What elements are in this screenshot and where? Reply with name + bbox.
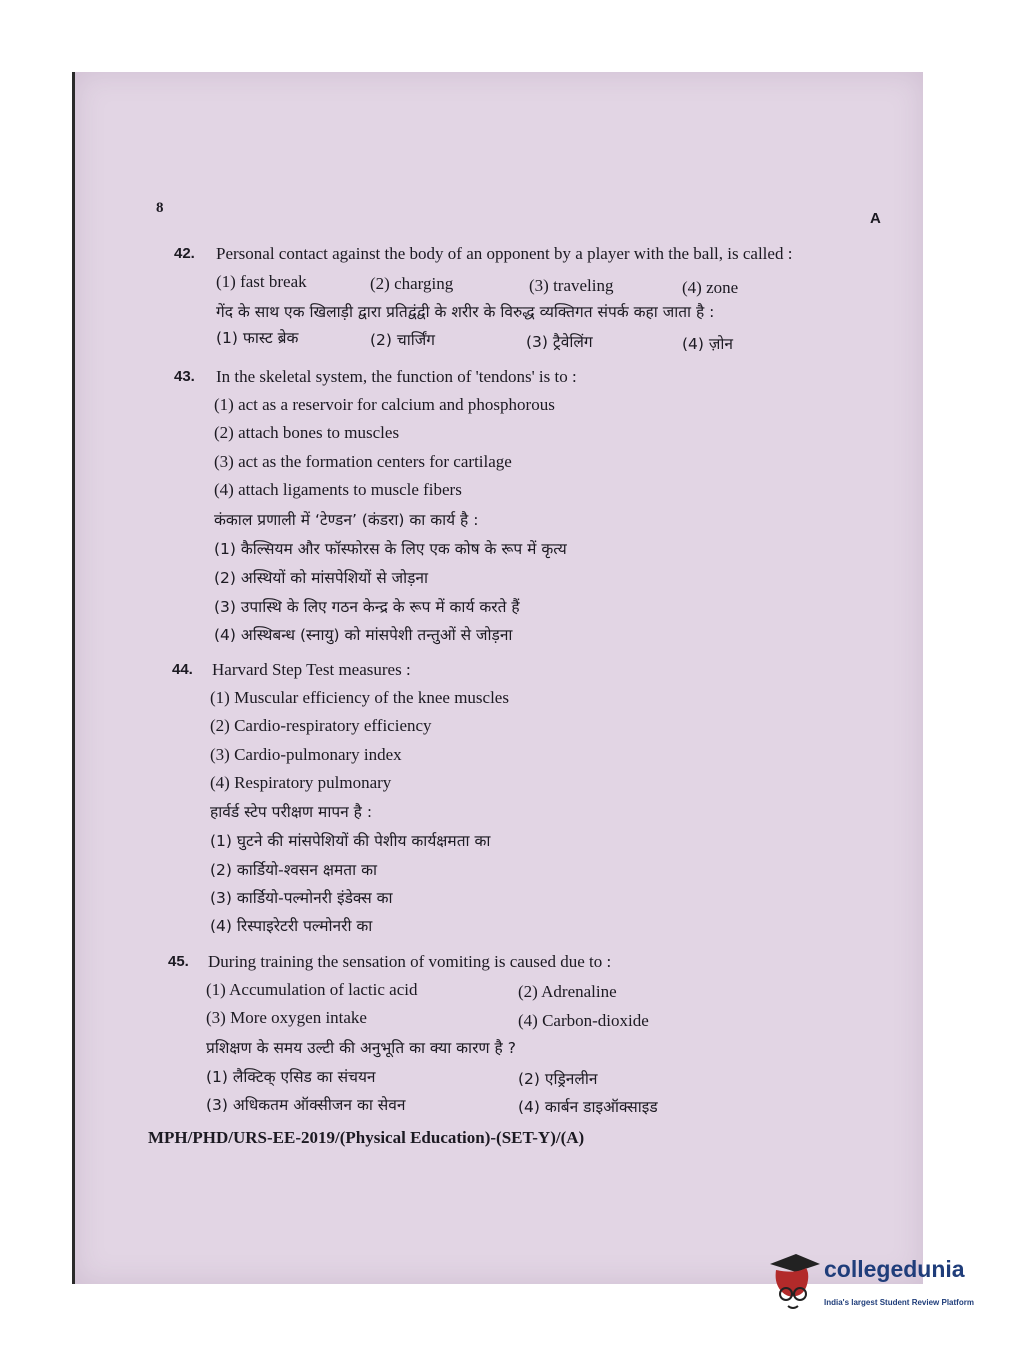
option-en: (2) Cardio-respiratory efficiency: [210, 716, 432, 735]
option-hi: (4) कार्बन डाइऑक्साइड: [518, 1098, 658, 1116]
option-hi: (2) चार्जिंग: [370, 331, 435, 349]
option-hi: (4) अस्थिबन्ध (स्नायु) को मांसपेशी तन्तुओं से जोड़ना: [214, 626, 513, 644]
logo-tagline: India's largest Student Review Platform: [824, 1298, 974, 1307]
question-stem-en: Harvard Step Test measures :: [212, 660, 411, 679]
option-en: (2) Adrenaline: [518, 982, 617, 1001]
question-stem-hi: प्रशिक्षण के समय उल्टी की अनुभूति का क्या कारण है ?: [206, 1039, 516, 1057]
question-44: [172, 656, 872, 941]
question-number: 42.: [174, 245, 195, 262]
collegedunia-logo: [766, 1250, 998, 1320]
question-stem-hi: कंकाल प्रणाली में ‘टेण्डन’ (कंडरा) का कार्य है :: [214, 511, 479, 529]
question-stem-hi: गेंद के साथ एक खिलाड़ी द्वारा प्रतिद्वंद्वी के शरीर के विरुद्ध व्यक्तिगत संपर्क कहा जाता है :: [216, 303, 715, 321]
option-en: (1) Muscular efficiency of the knee muscles: [210, 688, 509, 707]
logo-brand-text: collegedunia: [824, 1256, 965, 1282]
option-en: (2) charging: [370, 274, 454, 293]
option-hi: (1) घुटने की मांसपेशियों की पेशीय कार्यक्षमता का: [210, 832, 491, 850]
option-hi: (2) अस्थियों को मांसपेशियों से जोड़ना: [214, 569, 429, 587]
page-number: 8: [156, 200, 164, 216]
option-en: (3) Cardio-pulmonary index: [210, 745, 402, 764]
option-hi: (2) कार्डियो-श्वसन क्षमता का: [210, 861, 377, 879]
question-stem-en: In the skeletal system, the function of 'tendons' is to :: [216, 367, 577, 386]
question-stem-en: Personal contact against the body of an opponent by a player with the ball, is called :: [216, 244, 793, 263]
option-hi: (4) ज़ोन: [682, 335, 734, 353]
option-en: (3) More oxygen intake: [206, 1008, 367, 1027]
option-hi: (1) फास्ट ब्रेक: [216, 329, 299, 347]
option-en: (4) attach ligaments to muscle fibers: [214, 480, 462, 499]
option-en: (4) Respiratory pulmonary: [210, 773, 392, 792]
option-en: (3) act as the formation centers for cartilage: [214, 452, 512, 471]
option-en: (2) attach bones to muscles: [214, 423, 400, 442]
option-hi: (3) अधिकतम ऑक्सीजन का सेवन: [206, 1096, 406, 1114]
option-en: (1) Accumulation of lactic acid: [206, 980, 418, 999]
question-number: 44.: [172, 661, 193, 678]
option-hi: (3) कार्डियो-पल्मोनरी इंडेक्स का: [210, 889, 393, 907]
mascot-graduate-icon: [766, 1250, 822, 1314]
question-42: [174, 240, 874, 355]
option-hi: (1) कैल्सियम और फॉस्फोरस के लिए एक कोष के रूप में कृत्य: [214, 540, 567, 558]
option-en: (1) act as a reservoir for calcium and phosphorous: [214, 395, 555, 414]
option-en: (1) fast break: [216, 272, 307, 291]
option-hi: (3) उपास्थि के लिए गठन केन्द्र के रूप में कार्य करते हैं: [214, 598, 520, 616]
option-hi: (3) ट्रैवेलिंग: [526, 333, 593, 351]
question-45: [168, 948, 868, 1118]
option-en: (4) zone: [682, 278, 739, 297]
question-43: [174, 363, 874, 648]
option-en: (4) Carbon-dioxide: [518, 1011, 649, 1030]
option-hi: (2) एड्रिनलीन: [518, 1070, 598, 1088]
question-number: 45.: [168, 953, 189, 970]
question-stem-en: During training the sensation of vomiting is caused due to :: [208, 952, 612, 971]
exam-code-footer: MPH/PHD/URS-EE-2019/(Physical Education)-(SET-Y)/(A): [148, 1128, 585, 1147]
option-hi: (1) लैक्टिक् एसिड का संचयन: [206, 1068, 376, 1086]
option-hi: (4) रिस्पाइरेटरी पल्मोनरी का: [210, 917, 373, 935]
set-letter: A: [870, 210, 881, 227]
question-stem-hi: हार्वर्ड स्टेप परीक्षण मापन है :: [210, 803, 373, 821]
option-en: (3) traveling: [529, 276, 614, 295]
question-number: 43.: [174, 368, 195, 385]
